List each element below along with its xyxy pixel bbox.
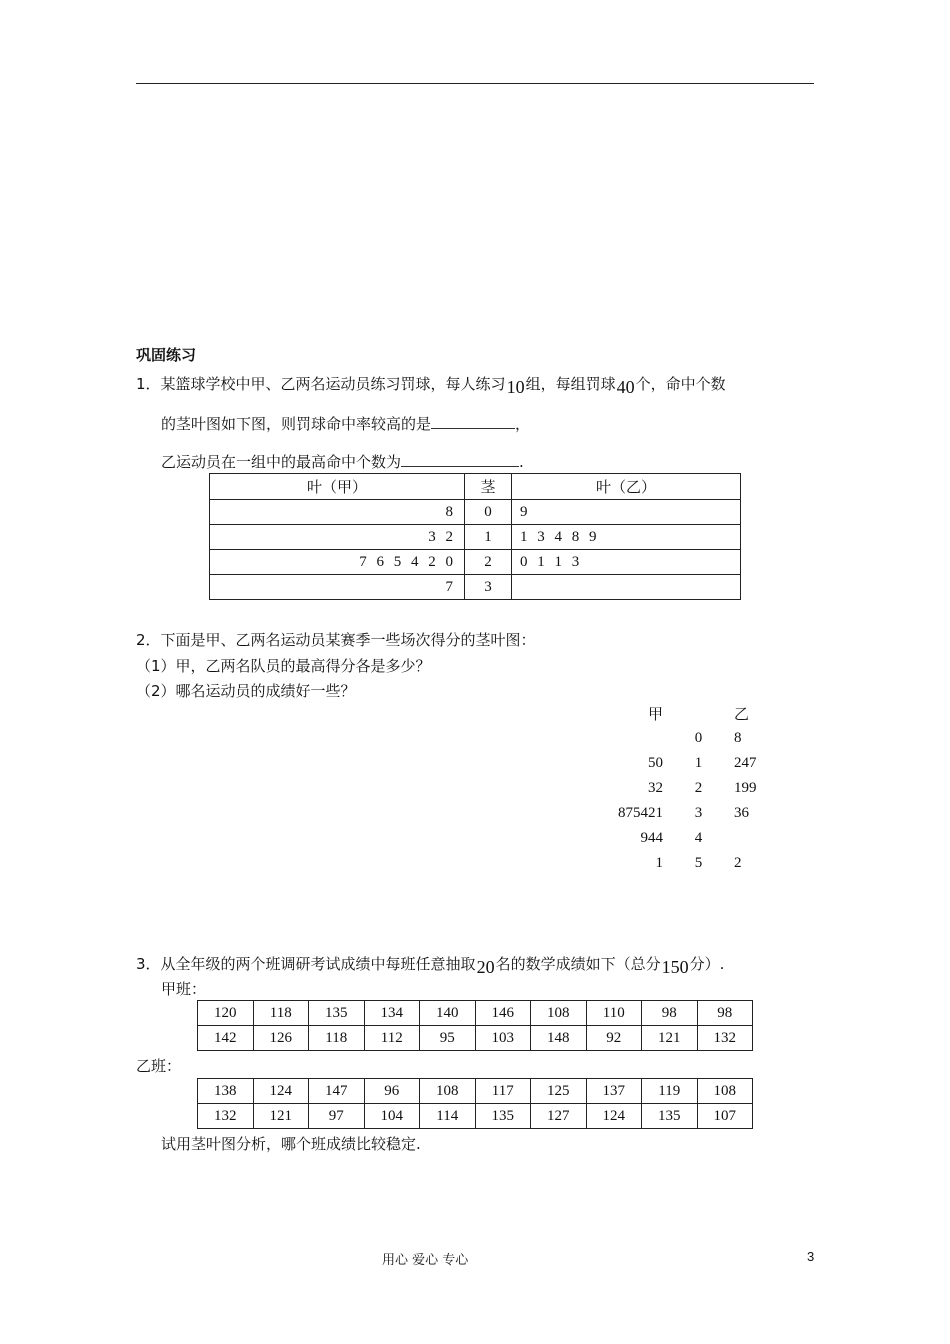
table-row: 132 121 97 104 114 135 127 124 135 107 (198, 1104, 753, 1129)
plot-row: 32 2 199 (648, 780, 757, 796)
page-number: 3 (807, 1249, 815, 1264)
header-leaf-jia: 叶（甲） (210, 474, 465, 500)
class-b-scores-table (197, 1078, 753, 1129)
header-rule (136, 83, 814, 84)
plot-header-jia: 甲 (647, 705, 663, 723)
table-row: 7 3 (210, 575, 741, 600)
q3-closing: 试用茎叶图分析，哪个班成绩比较稳定. (161, 1135, 421, 1153)
header-stem: 茎 (465, 474, 512, 500)
header-leaf-yi: 叶（乙） (512, 474, 741, 500)
plot-row: 875421 3 36 (618, 805, 749, 821)
q1-stem-leaf-table (209, 473, 741, 600)
q1-line1: 1．某篮球学校中甲、乙两名运动员练习罚球，每人练习10组，每组罚球40个，命中个数 (136, 375, 726, 397)
plot-row: 1 5 2 (655, 855, 742, 871)
footer-motto: 用心 爱心 专心 (382, 1253, 469, 1268)
table-row: 142 126 118 112 95 103 148 92 121 132 (198, 1026, 753, 1051)
class-a-label: 甲班： (161, 980, 207, 998)
q1-line3: 乙运动员在一组中的最高命中个数为 . (161, 453, 524, 471)
table-row: 3 2 1 1 3 4 8 9 (210, 525, 741, 550)
q1-line2: 的茎叶图如下图，则罚球命中率较高的是 ， (161, 415, 531, 433)
table-row: 7 6 5 4 2 0 2 0 1 1 3 (210, 550, 741, 575)
class-b-label: 乙班： (136, 1057, 182, 1075)
answer-blank-2[interactable] (401, 452, 519, 467)
section-title: 巩固练习 (136, 346, 197, 364)
q3-number: 3． (136, 955, 161, 973)
plot-row: 944 4 (640, 830, 703, 846)
plot-header-row (610, 701, 774, 726)
table-row: 8 0 9 (210, 500, 741, 525)
plot-header-yi: 乙 (734, 705, 750, 723)
q2-sub2: （2）哪名运动员的成绩好一些？ (136, 682, 356, 700)
q2-sub1: （1）甲，乙两名队员的最高得分各是多少？ (136, 657, 431, 675)
table-header-row (210, 474, 741, 500)
q3-line1: 3．从全年级的两个班调研考试成绩中每班任意抽取20名的数学成绩如下（总分150分）. (136, 955, 725, 977)
table-row: 138 124 147 96 108 117 125 137 119 108 (198, 1079, 753, 1104)
answer-blank-1[interactable] (431, 414, 515, 429)
plot-row: 50 1 247 (648, 755, 757, 771)
q2-stem-leaf-plot (610, 701, 774, 876)
table-row: 120 118 135 134 140 146 108 110 98 98 (198, 1001, 753, 1026)
class-a-scores-table (197, 1000, 753, 1051)
q2-line1: 2．下面是甲、乙两名运动员某赛季一些场次得分的茎叶图： (136, 631, 536, 649)
q1-number: 1． (136, 375, 161, 393)
plot-row: 0 8 (694, 730, 742, 746)
